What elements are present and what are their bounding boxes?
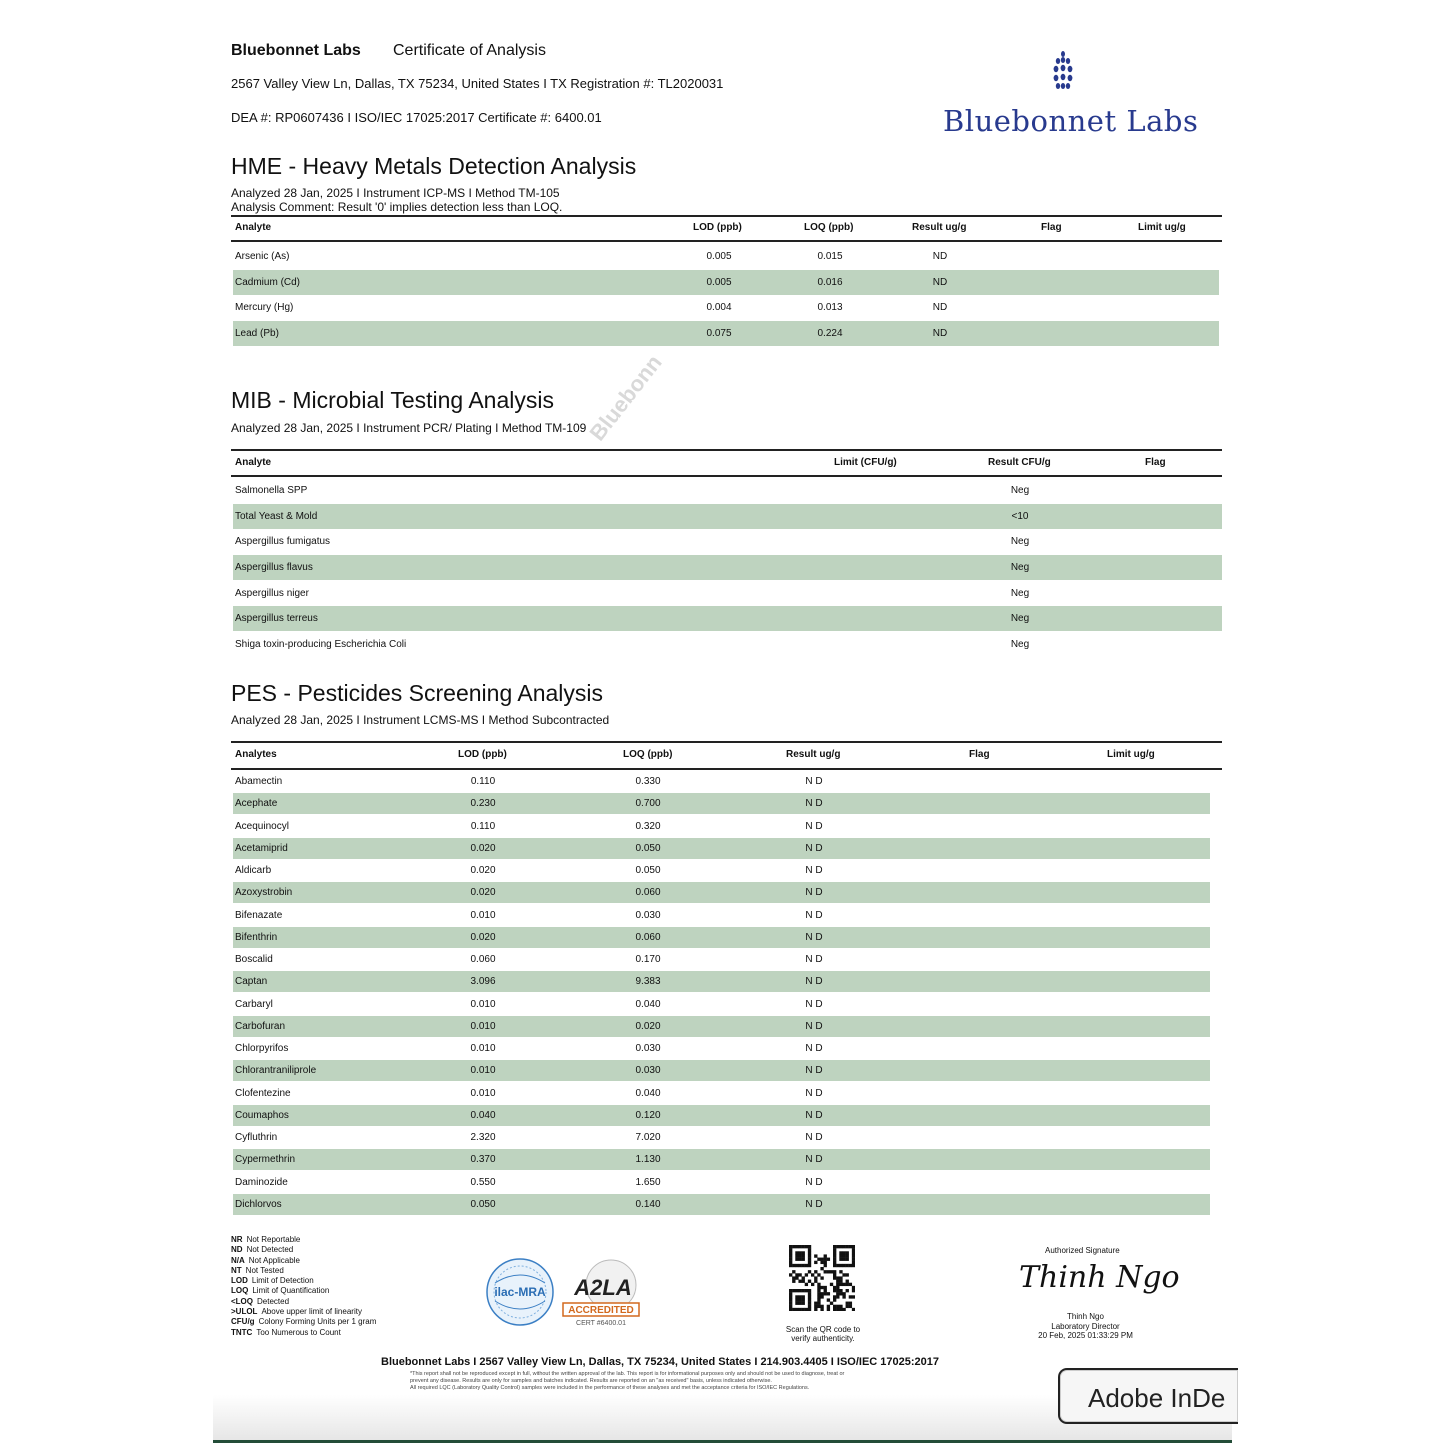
pes-top-rule xyxy=(231,741,1222,743)
hme-meta: Analyzed 28 Jan, 2025 I Instrument ICP-MS I Method TM-105 xyxy=(231,186,560,200)
ilac-mra-badge-icon xyxy=(485,1257,555,1327)
pes-cell-loq: 0.020 xyxy=(635,1021,661,1032)
pes-cell-analyte: Acephate xyxy=(235,798,278,809)
pes-cell-result: N D xyxy=(805,1154,823,1165)
pes-cell-lod: 0.010 xyxy=(470,1065,496,1076)
mib-cell-result: Neg xyxy=(1010,562,1030,573)
pes-cell-lod: 0.040 xyxy=(470,1110,496,1121)
pes-band xyxy=(233,838,1210,859)
logo-wordmark: Bluebonnet Labs xyxy=(943,104,1199,138)
hme-cell-analyte: Lead (Pb) xyxy=(235,328,279,339)
mib-cell-analyte: Aspergillus terreus xyxy=(235,613,318,624)
pes-cell-loq: 0.040 xyxy=(635,1088,661,1099)
pes-cell-loq: 7.020 xyxy=(635,1132,661,1143)
qr-code-icon xyxy=(789,1245,855,1311)
pes-cell-lod: 0.010 xyxy=(470,1088,496,1099)
qr-caption-line2: verify authenticity. xyxy=(791,1334,855,1343)
coa-page xyxy=(213,0,1232,1445)
accredited-text: ACCREDITED xyxy=(568,1305,634,1316)
pes-cell-lod: 0.010 xyxy=(470,1021,496,1032)
hme-col-analyte: Analyte xyxy=(235,222,272,233)
mib-cell-result: Neg xyxy=(1010,485,1030,496)
pes-cell-result: N D xyxy=(805,910,823,921)
footer-disclaimer-1: *This report shall not be reproduced except in full, without the written approval of the lab. This report is for informational purposes only and should not be used to diagnose, treat or xyxy=(410,1371,845,1377)
pes-cell-lod: 0.550 xyxy=(470,1177,496,1188)
legend-text: Limit of Detection xyxy=(251,1276,314,1286)
pes-cell-lod: 0.010 xyxy=(470,999,496,1010)
legend-item xyxy=(231,1328,376,1338)
ilac-badge-text: ilac-MRA xyxy=(494,1285,546,1299)
pes-cell-analyte: Bifenazate xyxy=(235,910,283,921)
pes-cell-result: N D xyxy=(805,1088,823,1099)
hme-cell-lod: 0.005 xyxy=(706,251,732,262)
mib-title: MIB - Microbial Testing Analysis xyxy=(231,387,554,413)
legend-item xyxy=(231,1245,376,1255)
hme-top-rule xyxy=(231,215,1222,217)
legend-abbr: TNTC xyxy=(231,1327,253,1337)
pes-col-flag: Flag xyxy=(969,749,990,760)
legend-text: Too Numerous to Count xyxy=(256,1327,341,1337)
qr-caption xyxy=(781,1325,865,1343)
pes-cell-lod: 0.050 xyxy=(470,1199,496,1210)
pes-cell-result: N D xyxy=(805,865,823,876)
pes-cell-lod: 0.110 xyxy=(470,821,496,832)
pes-cell-analyte: Clofentezine xyxy=(235,1088,291,1099)
pes-cell-lod: 0.010 xyxy=(470,1043,496,1054)
a2la-badge-text: A2LA xyxy=(574,1275,632,1300)
signature-script: Thinh Ngo xyxy=(1019,1260,1180,1295)
dea-line: DEA #: RP0607436 I ISO/IEC 17025:2017 Certificate #: 6400.01 xyxy=(231,110,602,125)
pes-cell-loq: 1.130 xyxy=(635,1154,661,1165)
pes-cell-lod: 0.020 xyxy=(470,932,496,943)
mib-col-flag: Flag xyxy=(1145,457,1166,468)
mib-band xyxy=(233,555,1222,580)
legend-item xyxy=(231,1276,376,1286)
hme-title: HME - Heavy Metals Detection Analysis xyxy=(231,153,637,179)
legend-abbr: NR xyxy=(231,1235,243,1244)
pes-cell-loq: 0.700 xyxy=(635,798,661,809)
legend-abbr: CFU/g xyxy=(231,1317,255,1327)
pes-cell-loq: 0.060 xyxy=(635,932,661,943)
pes-band xyxy=(233,1149,1210,1170)
mib-cell-result: Neg xyxy=(1010,613,1030,624)
signatory-block xyxy=(1033,1312,1138,1341)
mib-header-rule xyxy=(231,475,1222,477)
pes-cell-lod: 3.096 xyxy=(470,976,496,987)
legend-item xyxy=(231,1297,376,1307)
abbreviation-legend xyxy=(231,1235,376,1338)
legend-item xyxy=(231,1266,376,1276)
pes-band xyxy=(233,1016,1210,1037)
footer-address: Bluebonnet Labs I 2567 Valley View Ln, Dallas, TX 75234, United States I 214.903.4405 I ISO/IEC 17025:2017 xyxy=(381,1356,940,1368)
signature-label: Authorized Signature xyxy=(1045,1246,1120,1255)
mib-band xyxy=(233,606,1222,631)
pes-cell-result: N D xyxy=(805,776,823,787)
legend-text: Not Reportable xyxy=(246,1235,301,1244)
hme-cell-analyte: Arsenic (As) xyxy=(235,251,290,262)
pes-cell-analyte: Aldicarb xyxy=(235,865,272,876)
pes-cell-result: N D xyxy=(805,954,823,965)
hme-comment: Analysis Comment: Result '0' implies detection less than LOQ. xyxy=(231,200,563,214)
legend-text: Limit of Quantification xyxy=(252,1286,330,1296)
hme-col-lod: LOD (ppb) xyxy=(693,222,742,233)
pes-cell-loq: 0.320 xyxy=(635,821,661,832)
legend-abbr: <LOQ xyxy=(231,1296,254,1306)
a2la-accredited-badge-icon xyxy=(561,1257,643,1329)
mib-col-limit: Limit (CFU/g) xyxy=(834,457,897,468)
mib-cell-analyte: Aspergillus fumigatus xyxy=(235,536,331,547)
pes-cell-loq: 0.330 xyxy=(635,776,661,787)
hme-cell-loq: 0.013 xyxy=(817,302,843,313)
pes-cell-result: N D xyxy=(805,932,823,943)
hme-cell-result: ND xyxy=(932,302,948,313)
pes-cell-lod: 0.020 xyxy=(470,843,496,854)
hme-header-rule xyxy=(231,240,1222,242)
pes-cell-analyte: Coumaphos xyxy=(235,1110,289,1121)
pes-cell-analyte: Captan xyxy=(235,976,268,987)
mib-cell-result: Neg xyxy=(1010,639,1030,650)
pes-cell-result: N D xyxy=(805,999,823,1010)
adobe-indesign-button[interactable] xyxy=(1058,1368,1238,1424)
pes-cell-result: N D xyxy=(805,1132,823,1143)
legend-abbr: LOQ xyxy=(231,1286,249,1296)
pes-cell-result: N D xyxy=(805,1199,823,1210)
pes-band xyxy=(233,1105,1210,1126)
pes-meta: Analyzed 28 Jan, 2025 I Instrument LCMS-MS I Method Subcontracted xyxy=(231,713,610,727)
signature-date: 20 Feb, 2025 01:33:29 PM xyxy=(1038,1331,1133,1340)
legend-text: Not Tested xyxy=(245,1265,284,1275)
hme-cell-loq: 0.224 xyxy=(817,328,843,339)
mib-meta: Analyzed 28 Jan, 2025 I Instrument PCR/ Plating I Method TM-109 xyxy=(231,421,587,435)
pes-cell-loq: 0.170 xyxy=(635,954,661,965)
hme-col-result: Result ug/g xyxy=(912,222,967,233)
lab-address: 2567 Valley View Ln, Dallas, TX 75234, United States I TX Registration #: TL2020031 xyxy=(231,76,724,91)
pes-cell-result: N D xyxy=(805,798,823,809)
pes-cell-analyte: Abamectin xyxy=(235,776,283,787)
mib-col-result: Result CFU/g xyxy=(988,457,1051,468)
pes-band xyxy=(233,1194,1210,1215)
pes-col-lod: LOD (ppb) xyxy=(458,749,507,760)
pes-cell-result: N D xyxy=(805,1110,823,1121)
pes-cell-analyte: Bifenthrin xyxy=(235,932,278,943)
adobe-indesign-label: Adobe InDe xyxy=(1088,1383,1226,1413)
pes-col-limit: Limit ug/g xyxy=(1107,749,1155,760)
pes-cell-result: N D xyxy=(805,1065,823,1076)
pes-cell-loq: 0.120 xyxy=(635,1110,661,1121)
legend-abbr: N/A xyxy=(231,1255,245,1265)
pes-cell-lod: 0.110 xyxy=(470,776,496,787)
hme-cell-result: ND xyxy=(932,251,948,262)
pes-cell-analyte: Dichlorvos xyxy=(235,1199,282,1210)
pes-header-rule xyxy=(231,768,1222,770)
pes-cell-analyte: Chlorpyrifos xyxy=(235,1043,289,1054)
pes-cell-lod: 0.230 xyxy=(470,798,496,809)
pes-cell-lod: 0.060 xyxy=(470,954,496,965)
hme-cell-lod: 0.004 xyxy=(706,302,732,313)
hme-cell-loq: 0.016 xyxy=(817,277,843,288)
hme-cell-result: ND xyxy=(932,328,948,339)
pes-cell-lod: 0.370 xyxy=(470,1154,496,1165)
pes-cell-loq: 0.050 xyxy=(635,843,661,854)
pes-cell-result: N D xyxy=(805,976,823,987)
hme-col-limit: Limit ug/g xyxy=(1138,222,1186,233)
pes-cell-result: N D xyxy=(805,1021,823,1032)
pes-cell-analyte: Carbaryl xyxy=(235,999,273,1010)
legend-item xyxy=(231,1235,376,1245)
pes-cell-loq: 0.030 xyxy=(635,910,661,921)
pes-band xyxy=(233,971,1210,992)
pes-cell-loq: 0.050 xyxy=(635,865,661,876)
pes-cell-result: N D xyxy=(805,821,823,832)
hme-cell-analyte: Mercury (Hg) xyxy=(235,302,294,313)
hme-cell-result: ND xyxy=(932,277,948,288)
footer-disclaimer-2: prevent any disease. Results are only for samples and batches indicated. Results are reported on an "as received" basis, unless indicated otherwise. xyxy=(410,1378,772,1384)
pes-cell-analyte: Cyfluthrin xyxy=(235,1132,278,1143)
pes-col-loq: LOQ (ppb) xyxy=(623,749,673,760)
pes-cell-analyte: Boscalid xyxy=(235,954,273,965)
pes-cell-lod: 2.320 xyxy=(470,1132,496,1143)
mib-cell-result: Neg xyxy=(1010,536,1030,547)
legend-abbr: LOD xyxy=(231,1276,248,1286)
watermark: Bluebonn xyxy=(584,350,667,446)
pes-cell-result: N D xyxy=(805,887,823,898)
mib-col-analyte: Analyte xyxy=(235,457,272,468)
pes-col-analyte: Analytes xyxy=(235,749,277,760)
pes-cell-lod: 0.010 xyxy=(470,910,496,921)
mib-top-rule xyxy=(231,449,1222,451)
pes-cell-loq: 0.040 xyxy=(635,999,661,1010)
pes-cell-loq: 0.140 xyxy=(635,1199,661,1210)
legend-text: Not Detected xyxy=(246,1245,294,1255)
pes-cell-analyte: Cypermethrin xyxy=(235,1154,296,1165)
legend-item xyxy=(231,1307,376,1317)
mib-cell-analyte: Shiga toxin-producing Escherichia Coli xyxy=(235,639,407,650)
hme-cell-loq: 0.015 xyxy=(817,251,843,262)
qr-caption-line1: Scan the QR code to xyxy=(785,1325,861,1334)
hme-cell-lod: 0.005 xyxy=(706,277,732,288)
pes-band xyxy=(233,1060,1210,1081)
mib-cell-analyte: Total Yeast & Mold xyxy=(235,511,318,522)
pes-cell-result: N D xyxy=(805,1177,823,1188)
footer-disclaimer-3: All required LQC (Laboratory Quality Control) samples were included in the performance of these analyses and met the acceptance criteria for ISO/IEC Regulations. xyxy=(410,1385,810,1391)
signatory-name: Thinh Ngo xyxy=(1067,1312,1104,1321)
pes-cell-loq: 0.060 xyxy=(635,887,661,898)
pes-title: PES - Pesticides Screening Analysis xyxy=(231,680,604,706)
mib-cell-analyte: Aspergillus flavus xyxy=(235,562,313,573)
mib-band xyxy=(233,504,1222,529)
pes-cell-analyte: Daminozide xyxy=(235,1177,288,1188)
lab-name: Bluebonnet Labs xyxy=(231,42,361,59)
page-bottom-bar xyxy=(213,1440,1232,1443)
legend-text: Detected xyxy=(257,1296,290,1306)
legend-item xyxy=(231,1317,376,1327)
cert-number-text: CERT #6400.01 xyxy=(576,1320,626,1327)
hme-col-loq: LOQ (ppb) xyxy=(804,222,854,233)
hme-cell-lod: 0.075 xyxy=(706,328,732,339)
legend-abbr: >ULOL xyxy=(231,1307,258,1317)
pes-cell-result: N D xyxy=(805,843,823,854)
pes-cell-result: N D xyxy=(805,1043,823,1054)
mib-cell-result: <10 xyxy=(1011,511,1029,522)
signatory-role: Laboratory Director xyxy=(1051,1321,1120,1331)
pes-col-result: Result ug/g xyxy=(786,749,841,760)
pes-cell-lod: 0.020 xyxy=(470,887,496,898)
pes-cell-analyte: Acequinocyl xyxy=(235,821,289,832)
bluebonnet-flower-icon xyxy=(1050,50,1076,92)
pes-cell-analyte: Azoxystrobin xyxy=(235,887,293,898)
pes-cell-loq: 0.030 xyxy=(635,1043,661,1054)
legend-item xyxy=(231,1286,376,1296)
pes-cell-loq: 0.030 xyxy=(635,1065,661,1076)
hme-cell-analyte: Cadmium (Cd) xyxy=(235,277,301,288)
pes-cell-analyte: Chlorantraniliprole xyxy=(235,1065,317,1076)
pes-band xyxy=(233,927,1210,948)
mib-cell-analyte: Salmonella SPP xyxy=(235,485,308,496)
legend-text: Above upper limit of linearity xyxy=(261,1307,362,1317)
pes-band xyxy=(233,793,1210,814)
mib-cell-result: Neg xyxy=(1010,588,1030,599)
verification-qr-code[interactable] xyxy=(789,1245,855,1311)
document-type: Certificate of Analysis xyxy=(393,42,546,59)
pes-cell-lod: 0.020 xyxy=(470,865,496,876)
pes-cell-analyte: Acetamiprid xyxy=(235,843,288,854)
hme-col-flag: Flag xyxy=(1041,222,1062,233)
pes-band xyxy=(233,882,1210,903)
legend-text: Colony Forming Units per 1 gram xyxy=(258,1317,377,1327)
pes-cell-loq: 9.383 xyxy=(635,976,661,987)
pes-cell-loq: 1.650 xyxy=(635,1177,661,1188)
legend-abbr: ND xyxy=(231,1245,243,1255)
pes-cell-analyte: Carbofuran xyxy=(235,1021,286,1032)
mib-cell-analyte: Aspergillus niger xyxy=(235,588,309,599)
legend-abbr: NT xyxy=(231,1265,242,1275)
legend-item xyxy=(231,1256,376,1266)
legend-text: Not Applicable xyxy=(248,1255,300,1265)
